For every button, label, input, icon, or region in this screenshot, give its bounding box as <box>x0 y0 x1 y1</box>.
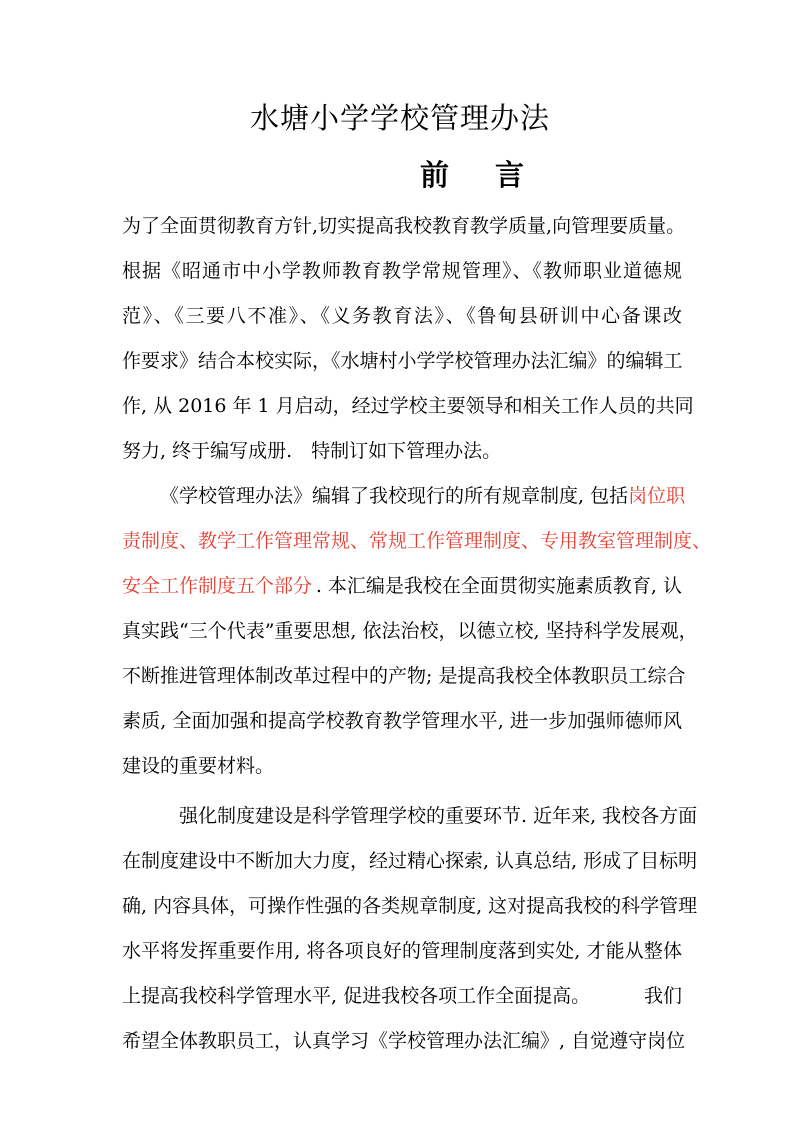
paragraph-3-line-6: 希望全体教职员工，认真学习《学校管理办法汇编》, 自觉遵守岗位 <box>122 1030 686 1052</box>
paragraph-1-line-6: 努力, 终于编写成册. 特制订如下管理办法。 <box>122 440 502 462</box>
paragraph-3-text: 上提高我校科学管理水平, 促进我校各项工作全面提高。 <box>122 985 591 1007</box>
paragraph-1-line-1: 为了全面贯彻教育方针,切实提高我校教育教学质量,向管理要质量。 <box>122 215 686 237</box>
paragraph-2-line-6: 素质, 全面加强和提高学校教育教学管理水平, 进一步加强师德师风 <box>122 710 682 732</box>
paragraph-1-line-3: 范》、《三要八不准》、《义务教育法》、《鲁甸县研训中心备课改 <box>122 305 682 327</box>
paragraph-3-line-1: 强化制度建设是科学管理学校的重要环节. 近年来, 我校各方面 <box>179 805 698 827</box>
paragraph-2-line-7: 建设的重要材料。 <box>122 755 275 777</box>
paragraph-2-text: 《学校管理办法》编辑了我校现行的所有规章制度, 包括 <box>160 485 629 507</box>
paragraph-2-line-5: 不断推进管理体制改革过程中的产物; 是提高我校全体教职员工综合 <box>122 665 686 687</box>
paragraph-3-line-4: 水平将发挥重要作用, 将各项良好的管理制度落到实处, 才能从整体 <box>122 940 682 962</box>
paragraph-1-line-5: 作, 从 2016 年 1 月启动，经过学校主要领导和相关工作人员的共同 <box>122 395 694 417</box>
paragraph-2-text: . 本汇编是我校在全面贯彻实施素质教育, 认 <box>315 575 682 597</box>
document-title: 水塘小学学校管理办法 <box>249 101 550 135</box>
paragraph-2-line-4: 真实践“三个代表”重要思想, 依法治校，以德立校, 坚持科学发展观， <box>122 620 698 642</box>
section-heading: 前言 <box>420 158 571 192</box>
highlight-text: 安全工作制度五个部分 <box>122 575 313 597</box>
paragraph-2-line-2: 责制度、教学工作管理常规、常规工作管理制度、专用教室管理制度、 <box>122 530 712 552</box>
paragraph-3-line-2: 在制度建设中不断加大力度，经过精心探索, 认真总结, 形成了目标明 <box>122 850 698 872</box>
highlight-text: 岗位职 <box>628 485 686 507</box>
paragraph-2-line-1 <box>160 476 685 516</box>
paragraph-1-line-2: 根据《昭通市中小学教师教育教学常规管理》、《教师职业道德规 <box>122 260 682 282</box>
paragraph-2-line-3 <box>122 566 682 606</box>
paragraph-1-line-4: 作要求》结合本校实际，《水塘村小学学校管理办法汇编》的编辑工 <box>122 350 683 372</box>
paragraph-3-text: 我们 <box>643 985 682 1007</box>
paragraph-3-line-5 <box>122 976 682 1016</box>
paragraph-3-line-3: 确, 内容具体，可操作性强的各类规章制度, 这对提高我校的科学管理 <box>122 895 698 917</box>
